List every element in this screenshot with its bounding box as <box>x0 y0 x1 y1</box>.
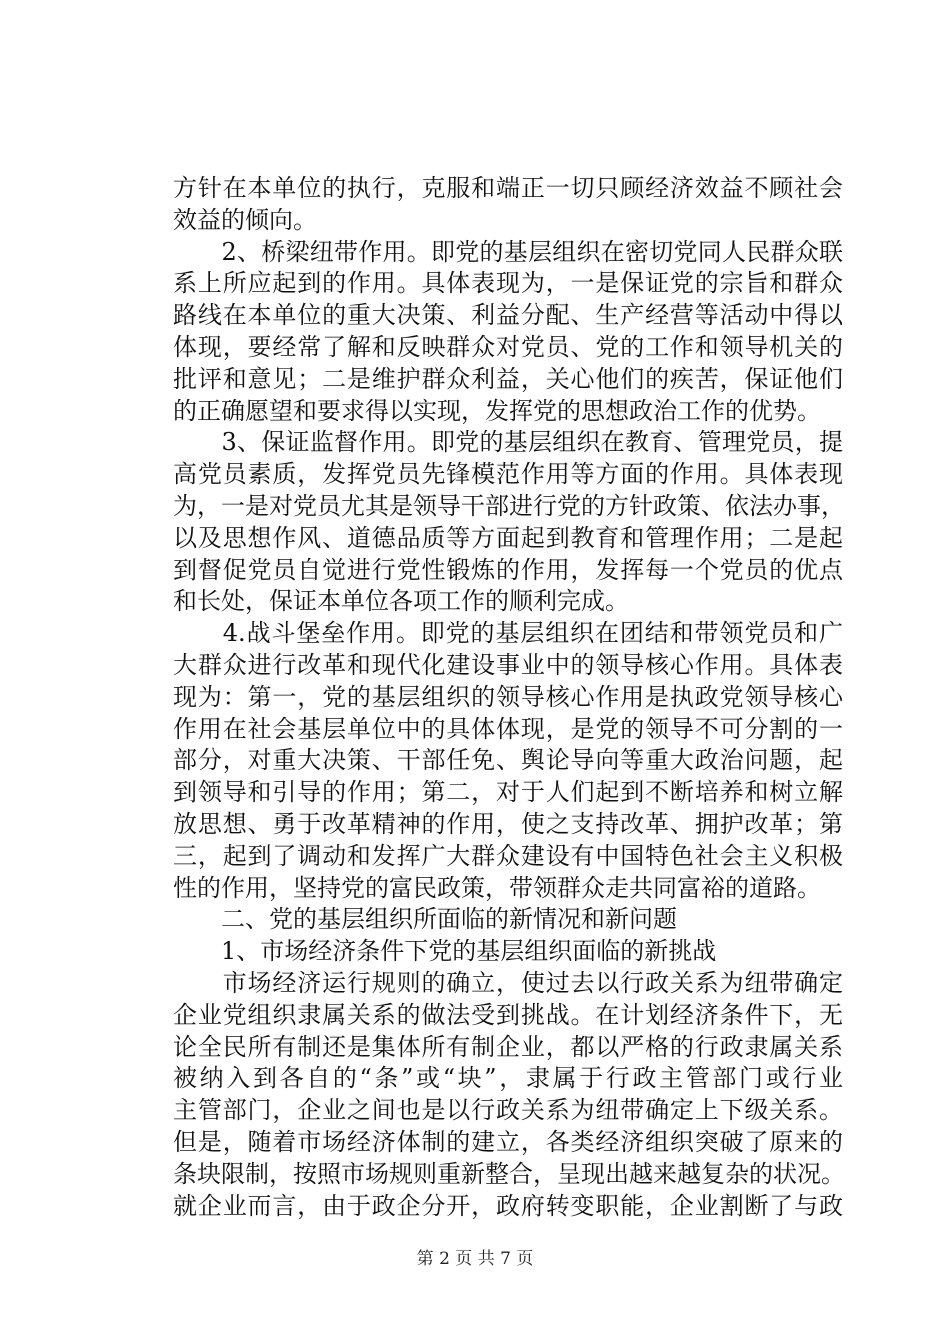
text-line: 效益的倾向。 <box>173 205 317 234</box>
text-line: 4.战斗堡垒作用。即党的基层组织在团结和带领党员和广 <box>173 619 843 648</box>
text-line: 高党员素质，发挥党员先锋模范作用等方面的作用。具体表现 <box>173 460 843 489</box>
text-line: 放思想、勇于改革精神的作用，使之支持改革、拥护改革；第 <box>173 809 843 838</box>
text-line: 2、桥梁纽带作用。即党的基层组织在密切党同人民群众联 <box>173 237 843 266</box>
text-line: 系上所应起到的作用。具体表现为，一是保证党的宗旨和群众 <box>173 269 843 298</box>
text-line: 体现，要经常了解和反映群众对党员、党的工作和领导机关的 <box>173 332 843 361</box>
text-line: 大群众进行改革和现代化建设事业中的领导核心作用。具体表 <box>173 650 843 679</box>
text-line: 路线在本单位的重大决策、利益分配、生产经营等活动中得以 <box>173 301 843 330</box>
document-body <box>173 173 843 1222</box>
text-line: 以及思想作风、道德品质等方面起到教育和管理作用；二是起 <box>173 523 843 552</box>
text-line: 条块限制，按照市场规则重新整合，呈现出越来越复杂的状况。 <box>173 1159 845 1188</box>
text-line: 到领导和引导的作用；第二，对于人们起到不断培养和树立解 <box>173 778 843 807</box>
text-line: 现为：第一，党的基层组织的领导核心作用是执政党领导核心 <box>173 682 843 711</box>
text-line: 市场经济运行规则的确立，使过去以行政关系为纽带确定 <box>173 968 843 997</box>
text-line: 为，一是对党员尤其是领导干部进行党的方针政策、依法办事， <box>173 491 845 520</box>
text-line: 部分，对重大决策、干部任免、舆论导向等重大政治问题，起 <box>173 746 843 775</box>
text-line: 作用在社会基层单位中的具体体现，是党的领导不可分割的一 <box>173 714 843 743</box>
text-line: 但是，随着市场经济体制的建立，各类经济组织突破了原来的 <box>173 1127 843 1156</box>
text-line: 3、保证监督作用。即党的基层组织在教育、管理党员，提 <box>173 428 843 457</box>
text-line: 三，起到了调动和发挥广大群众建设有中国特色社会主义积极 <box>173 841 843 870</box>
text-line: 到督促党员自觉进行党性锻炼的作用，发挥每一个党员的优点 <box>173 555 843 584</box>
text-line: 被纳入到各自的“条”或“块”，隶属于行政主管部门或行业 <box>173 1064 843 1093</box>
text-line: 方针在本单位的执行，克服和端正一切只顾经济效益不顾社会 <box>173 174 843 202</box>
text-line: 二、党的基层组织所面临的新情况和新问题 <box>173 905 677 934</box>
text-line: 企业党组织隶属关系的做法受到挑战。在计划经济条件下，无 <box>173 1000 843 1029</box>
text-line: 批评和意见；二是维护群众利益，关心他们的疾苦，保证他们 <box>173 364 843 393</box>
text-line: 和长处，保证本单位各项工作的顺利完成。 <box>173 587 629 616</box>
text-line: 1、市场经济条件下党的基层组织面临的新挑战 <box>173 937 717 966</box>
page-footer: 第 2 页 共 7 页 <box>416 1249 534 1269</box>
text-line: 论全民所有制还是集体所有制企业，都以严格的行政隶属关系 <box>173 1032 843 1061</box>
text-line: 就企业而言，由于政企分开，政府转变职能，企业割断了与政 <box>173 1191 843 1220</box>
text-line: 性的作用，坚持党的富民政策，带领群众走共同富裕的道路。 <box>173 873 821 902</box>
text-line: 的正确愿望和要求得以实现，发挥党的思想政治工作的优势。 <box>173 396 821 425</box>
text-line: 主管部门，企业之间也是以行政关系为纽带确定上下级关系。 <box>173 1096 843 1125</box>
